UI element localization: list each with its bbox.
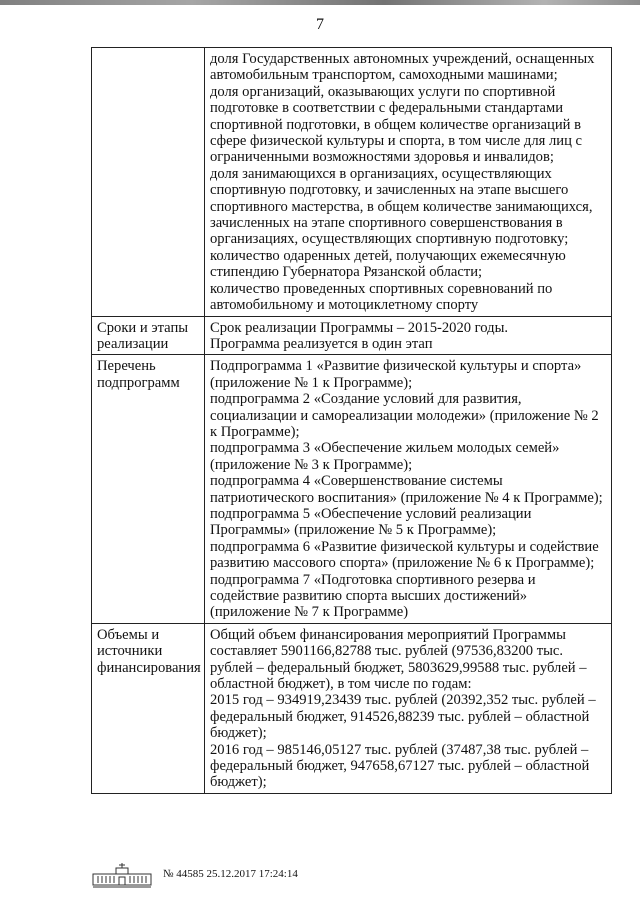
row-content-line: 2016 год – 985146,05127 тыс. рублей (37487,38 тыс. рублей – [210,741,589,758]
row-content-line: ограниченными возможностями здоровья и инвалидов; [210,149,554,166]
table-row [92,316,612,355]
row-content-line: содействие развитию спорта высших достижений» [210,588,528,604]
table-row [92,355,612,624]
row-content-line: Программы» (приложение № 5 к Программе); [210,522,497,539]
row-content-line: рублей – федеральный бюджет, 5803629,99588 тыс. рублей – [210,659,587,676]
row-content-line: количество проведенных спортивных соревнований по [210,280,553,297]
row-content-line: (приложение № 3 к Программе); [210,456,413,473]
row-content-line: спортивную подготовку, и зачисленных на этапе высшего [210,182,569,199]
row-label-line: подпрограмм [97,374,180,391]
row-content-line: автомобильному и мотоциклетному спорту [210,297,479,314]
page-number: 7 [316,16,324,33]
row-content-line: сфере физической культуры и спорта, в том числе для лиц с [210,133,583,150]
row-content-line: областной бюджет), в том числе по годам: [210,676,472,693]
row-content-line: (приложение № 7 к Программе) [210,604,409,621]
row-label-line: финансирования [97,659,201,676]
row-content-line: бюджет); [210,725,267,742]
row-content-line: федеральный бюджет, 914526,88239 тыс. рублей – областной [210,708,590,725]
row-content-line: Общий объем финансирования мероприятий Программы [210,626,566,643]
row-content-line: доля организаций, оказывающих услуги по спортивной [210,83,556,100]
row-label-line: Объемы и [97,626,160,643]
row-content-cell [205,623,612,793]
program-passport-table [91,47,612,794]
table-row [92,623,612,793]
row-content-line: зачисленных на этапе спортивного совершенствования в [210,215,563,232]
row-content-line: подпрограмма 3 «Обеспечение жильем молодых семей» [210,440,560,457]
row-content-line: спортивного мастерства, в общем количестве занимающихся, [210,198,593,215]
document-registration-code: № 44585 25.12.2017 17:24:14 [163,868,298,880]
row-label-cell [92,316,205,355]
row-content-line: доля занимающихся в организациях, осуществляющих [210,165,552,182]
row-content-line: подпрограмма 2 «Создание условий для развития, [210,391,522,408]
row-content-line: автомобильным транспортом, самоходными машинами; [210,67,558,84]
row-content-line: подпрограмма 4 «Совершенствование системы [210,473,503,490]
row-label-line: Сроки и этапы [97,319,189,336]
row-content-cell [205,355,612,624]
row-content-cell [205,48,612,317]
table-row [92,48,612,317]
row-content-line: подпрограмма 7 «Подготовка спортивного резерва и [210,571,536,588]
row-content-line: подпрограмма 5 «Обеспечение условий реализации [210,505,532,522]
row-content-line: количество одаренных детей, получающих ежемесячную [210,247,566,264]
row-label-line: Перечень [97,358,156,375]
row-content-line: стипендию Губернатора Рязанской области; [210,264,483,281]
row-content-line: Программа реализуется в один этап [210,335,433,352]
row-content-line: (приложение № 1 к Программе); [210,374,413,391]
row-content-line: Срок реализации Программы – 2015-2020 годы. [210,319,509,336]
row-label-line: реализации [97,335,169,352]
row-label-cell [92,623,205,793]
building-stamp-icon [92,862,152,888]
row-content-cell [205,316,612,355]
row-content-line: подпрограмма 6 «Развитие физической культуры и содействие [210,538,599,555]
row-content-line: развитию массового спорта» (приложение № 6 к Программе); [210,555,595,572]
row-content-line: спортивной подготовки, в общем количестве организаций в [210,116,581,133]
scan-edge [0,0,640,5]
row-content-line: 2015 год – 934919,23439 тыс. рублей (20392,352 тыс. рублей – [210,692,596,709]
row-content-line: патриотического воспитания» (приложение № 4 к Программе); [210,489,603,506]
row-label-cell [92,48,205,317]
row-content-line: организациях, осуществляющих спортивную подготовку; [210,231,569,248]
row-label-cell [92,355,205,624]
row-content-line: составляет 5901166,82788 тыс. рублей (97536,83200 тыс. [210,643,564,660]
row-content-line: бюджет); [210,774,267,791]
row-content-line: подготовке в соответствии с федеральными стандартами [210,100,564,117]
row-content-line: доля Государственных автономных учреждений, оснащенных [210,51,595,67]
row-content-line: Подпрограмма 1 «Развитие физической культуры и спорта» [210,358,582,375]
row-content-line: к Программе); [210,423,300,440]
row-content-line: социализации и самореализации молодежи» (приложение № 2 [210,407,599,424]
row-content-line: федеральный бюджет, 947658,67127 тыс. рублей – областной [210,758,590,775]
row-label-line: источники [97,643,163,660]
